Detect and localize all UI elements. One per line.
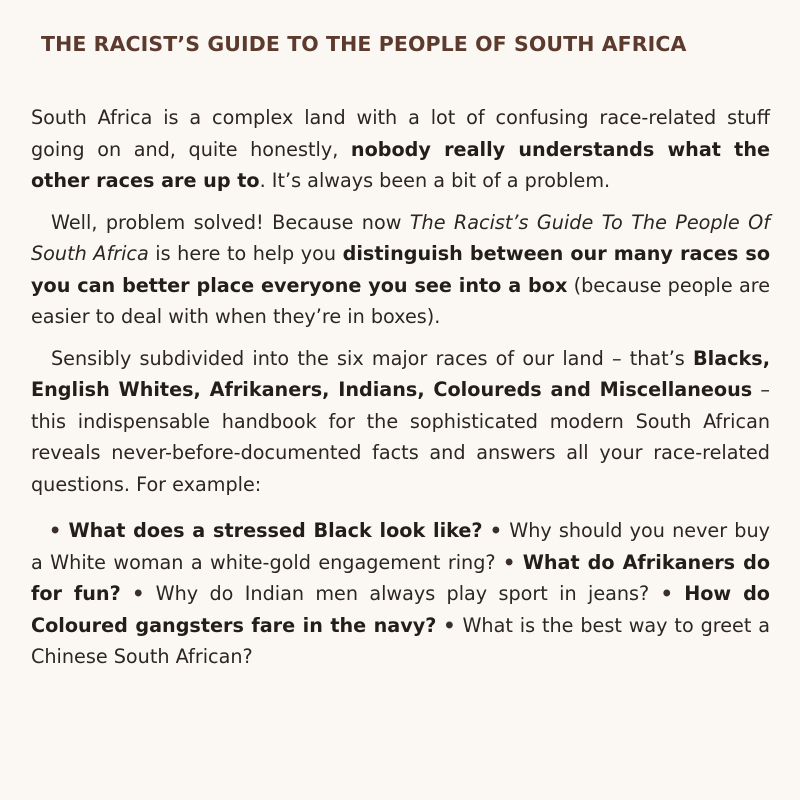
paragraph-races: [31, 343, 770, 501]
paragraph-problem-solved-middle: is here to help you: [148, 242, 343, 265]
paragraph-intro-text: South Africa is a complex land with a lot of confusing race-related stuff going on and, quite honestly,: [31, 106, 770, 161]
question-list: [31, 515, 770, 673]
bullet-icon: •: [489, 519, 503, 542]
blurb-body: [31, 102, 770, 673]
question-4: Why do Indian men always play sport in jeans?: [155, 582, 650, 605]
paragraph-problem-solved-outro: (because people are easier to deal with when they’re in boxes).: [31, 273, 771, 328]
book-title-italic: The Racist’s Guide To The People Of South Africa: [31, 210, 771, 265]
paragraph-races-intro: Sensibly subdivided into the six major races of our land – that’s: [51, 346, 693, 370]
question-3: What do Afrikaners do for fun?: [31, 550, 771, 605]
paragraph-intro: [31, 102, 770, 197]
bullet-icon: •: [49, 519, 62, 542]
question-6: What is the best way to greet a Chinese South African?: [31, 613, 770, 668]
paragraph-problem-solved-bold: distinguish between our many races so you can better place everyone you see into a box: [31, 242, 771, 297]
page-title: THE RACIST’S GUIDE TO THE PEOPLE OF SOUTH AFRICA: [41, 32, 687, 56]
paragraph-intro-outro: . It’s always been a bit of a problem.: [259, 169, 611, 192]
question-1: What does a stressed Black look like?: [68, 519, 483, 542]
question-2: Why should you never buy a White woman a white-gold engagement ring?: [31, 519, 771, 574]
paragraph-problem-solved-intro: Well, problem solved! Because now: [51, 210, 410, 234]
bullet-icon: •: [660, 582, 673, 605]
bullet-icon: •: [503, 550, 516, 574]
paragraph-problem-solved: [31, 207, 770, 333]
race-list-bold: Blacks, English Whites, Afrikaners, Indians, Coloureds and Miscellaneous: [31, 346, 770, 401]
paragraph-intro-bold: nobody really understands what the other races are up to: [31, 137, 770, 192]
question-5: How do Coloured gangsters fare in the navy?: [31, 582, 770, 637]
paragraph-races-outro: – this indispensable handbook for the sophisticated modern South African reveals never-before-documented facts and answers all your race-related questions. For example:: [31, 378, 770, 496]
bullet-icon: •: [132, 582, 145, 605]
bullet-icon: •: [443, 613, 456, 637]
